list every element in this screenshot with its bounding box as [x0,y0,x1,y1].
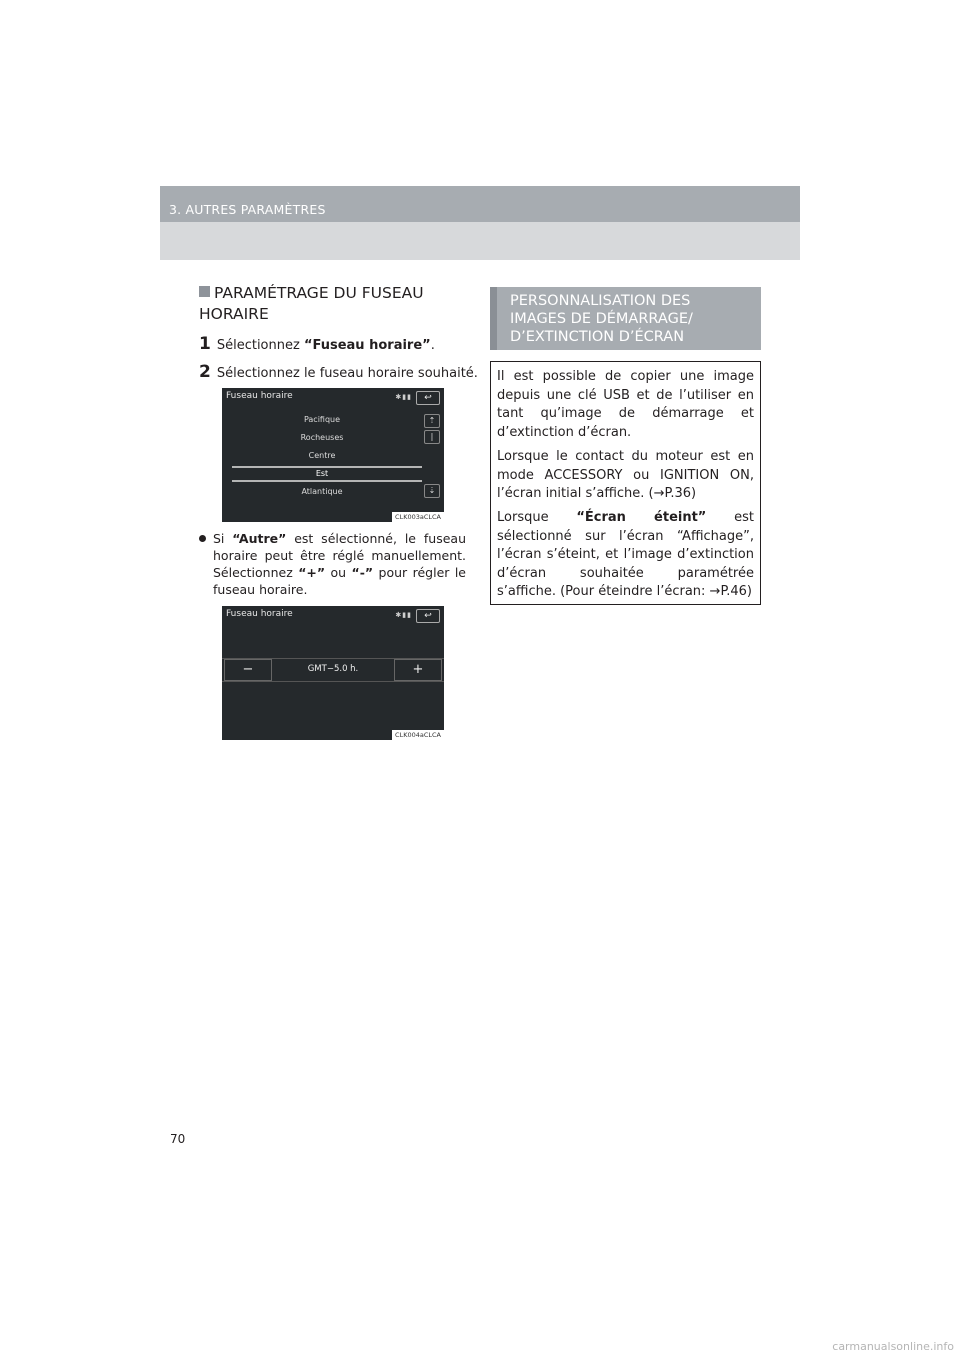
section-title: 3. AUTRES PARAMÈTRES [169,202,326,217]
back-icon[interactable]: ↩ [416,609,440,623]
back-icon[interactable]: ↩ [416,391,440,405]
tz-item[interactable]: Pacifique [303,415,341,424]
status-icons: ✱▮▮ [395,393,412,401]
sidebar-content-box [490,361,761,605]
minus-button[interactable]: − [224,659,272,681]
sidebar-paragraph-3 [497,509,754,602]
screen-title: Fuseau horaire [226,609,293,619]
bullet-or: ou [325,565,352,580]
manual-timezone-screenshot [222,606,444,740]
sidebar-heading: PERSONNALISATION DES IMAGES DE DÉMARRAGE/ D’EXTINCTION D’ÉCRAN [510,293,693,345]
bullet-bold: “Autre” [232,531,287,546]
bullet-bold: “-” [351,565,374,580]
selection-highlight [232,480,422,482]
tz-item[interactable]: Atlantique [301,487,343,496]
subsection-heading-text: PARAMÉTRAGE DU FUSEAU HORAIRE [199,284,424,323]
subsection-heading [199,283,466,325]
tz-item-selected[interactable]: Est [315,469,329,478]
sidebar-heading-box [490,287,761,350]
bullet-bold: “+” [298,565,326,580]
tz-item[interactable]: Rocheuses [300,433,344,442]
step-suffix: . [430,338,435,353]
scroll-up-icon[interactable]: ⇡ [424,414,440,428]
plus-button[interactable]: + [394,659,442,681]
sidebar-paragraph-1: Il est possible de copier une image depuis une clé USB et de l’utiliser en tant qu’image de démarrage et d’extinction d’écran. [497,369,754,440]
square-bullet-icon [199,286,210,297]
step-text: Sélectionnez [216,338,304,353]
bullet-mid: est sélectionné, le fuseau horaire peut être réglé manuellement. Sélectionnez [213,531,466,580]
step-1 [199,334,435,354]
header-subband [160,222,800,260]
bullet-suffix: pour régler le fuseau horaire. [213,565,466,597]
step-number: 1 [199,334,211,354]
p3-pre: Lorsque [497,510,577,525]
scroll-bar-icon[interactable]: | [424,430,440,444]
bullet-note [205,530,466,598]
timezone-list-screenshot [222,388,444,522]
p3-post: est sélectionné sur l’écran “Affichage”, l’écran s’éteint, et l’image d’extinction d’écran souhaitée paramétrée s’affiche. (Pour éteindre l’écran: →P.46) [497,510,754,599]
status-icons: ✱▮▮ [395,611,412,619]
scroll-down-icon[interactable]: ⇣ [424,484,440,498]
image-code: CLK004aCLCA [392,730,444,740]
watermark[interactable]: carmanualsonline.info [832,1340,954,1353]
selection-highlight [232,466,422,468]
sidebar-paragraph-2: Lorsque le contact du moteur est en mode ACCESSORY ou IGNITION ON, l’écran initial s’affiche. (→P.36) [497,449,754,501]
screen-title: Fuseau horaire [226,391,293,401]
step-2 [199,362,478,382]
step-bold: “Fuseau horaire” [303,338,431,353]
step-text: Sélectionnez le fuseau horaire souhaité. [216,366,478,381]
bullet-text [205,530,466,598]
heading-accent-bar [490,287,497,350]
image-code: CLK003aCLCA [392,512,444,522]
bullet-prefix: Si [213,531,233,546]
step-number: 2 [199,362,211,382]
gmt-value: GMT−5.0 h. [307,664,359,674]
tz-item[interactable]: Centre [308,451,336,460]
p3-bold: “Écran éteint” [576,510,707,525]
gmt-row [222,658,444,682]
page-number: 70 [170,1132,186,1146]
bullet-dot-icon [199,535,206,542]
